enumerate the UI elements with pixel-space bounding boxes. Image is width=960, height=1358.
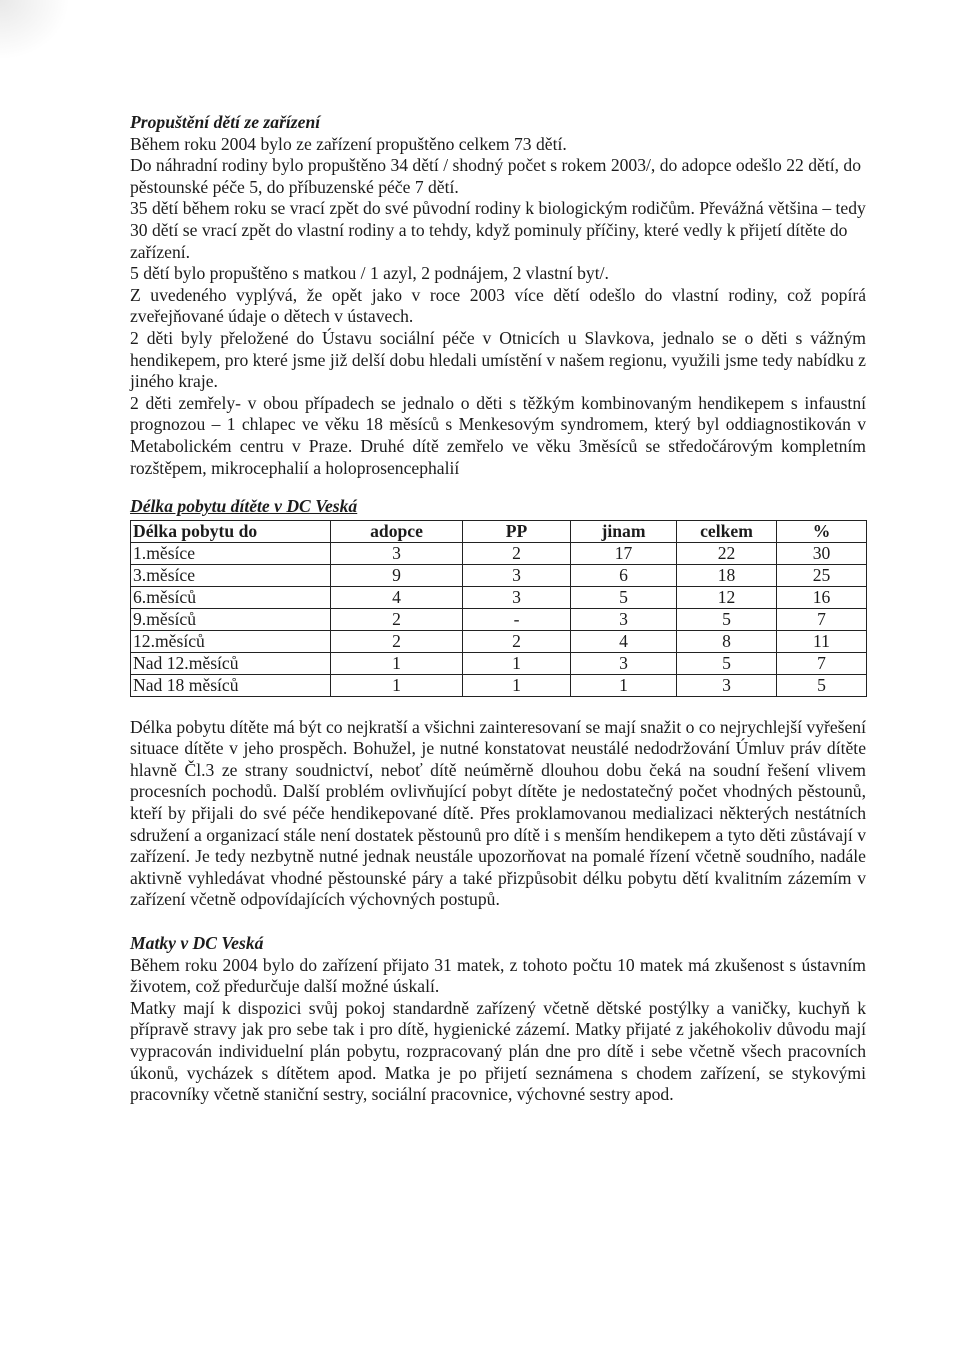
table-cell: 3 [571, 652, 677, 674]
table-cell: 5 [777, 674, 867, 696]
table-cell: 4 [571, 630, 677, 652]
table-cell: 6 [571, 564, 677, 586]
table-cell: 2 [463, 630, 571, 652]
paragraph-line: Během roku 2004 bylo ze zařízení propuštěno celkem 73 dětí. [130, 133, 567, 154]
section-release [130, 112, 866, 479]
table-cell: Nad 18 měsíců [131, 674, 331, 696]
table-row [131, 564, 867, 586]
paragraph-line: 2 děti zemřely- v obou případech se jednalo o děti s těžkým kombinovaným hendikepem s infaustní prognozou – 1 chlapec ve věku 18 měsíců s Menkesovým syndromem, který byl oddiagnostikován v Metabolickém centru v Praze. Druhé dítě zemřelo ve věku 3měsíců se středočárovým kompletním rozštěpem, mikrocephalií a holoprosencephalií [130, 392, 866, 478]
table-cell: 12 [677, 586, 777, 608]
stay-length-table [130, 520, 867, 697]
table-header-cell: celkem [677, 520, 777, 542]
table-cell: 1 [331, 674, 463, 696]
table-header-cell: jinam [571, 520, 677, 542]
table-cell: 16 [777, 586, 867, 608]
table-cell: 6.měsíců [131, 586, 331, 608]
table-wrapper [130, 520, 866, 697]
table-cell: 3 [677, 674, 777, 696]
document-page [130, 112, 866, 1106]
table-cell: 9 [331, 564, 463, 586]
scan-artifact [0, 0, 70, 60]
table-cell: 5 [571, 586, 677, 608]
table-cell: 3 [571, 608, 677, 630]
table-cell: 1 [331, 652, 463, 674]
table-header-row [131, 520, 867, 542]
table-cell: 18 [677, 564, 777, 586]
table-cell: 30 [777, 542, 867, 564]
table-row [131, 586, 867, 608]
paragraph-line: Do náhradní rodiny bylo propuštěno 34 dětí / shodný počet s rokem 2003/, do adopce odešlo 22 dětí, do pěstounské péče 5, do příbuzenské péče 7 dětí. [130, 155, 861, 197]
table-cell: 11 [777, 630, 867, 652]
paragraph-line: 5 dětí bylo propuštěno s matkou / 1 azyl, 2 podnájem, 2 vlastní byt/. [130, 263, 609, 284]
section-heading: Délka pobytu dítěte v DC Veská [130, 496, 358, 517]
table-cell: 8 [677, 630, 777, 652]
table-cell: 5 [677, 652, 777, 674]
table-cell: 3 [331, 542, 463, 564]
section-heading: Matky v DC Veská [130, 933, 264, 954]
paragraph: Délka pobytu dítěte má být co nejkratší a všichni zainteresovaní se mají snažit o co nejrychlejší vyřešení situace dítěte v jeho prospěch. Bohužel, je nutné konstatovat neustálé nedodržování Úmluv práv dítěte hlavně Čl.3 ze strany soudnictví, neboť dítě neúměrně dlouhou dobu čeká na soudní řešení vlivem procesních pochodů. Další problém ovlivňující pobyt dítěte je nedostatečný počet vhodných pěstounů, kteří by přijali do své péče hendikepované dítě. Přes proklamovanou medializaci některých nestátních sdružení a organizací stále není dostatek pěstounů pro dítě i s menším hendikepem a tyto děti zůstávají v zařízení. Je tedy nezbytně nutné jednak neustále upozorňovat na pomalé řízení včetně soudního, nadále aktivně vyhledávat vhodné pěstounské páry a také přizpůsobit délku pobytu dětí kvalitním zázemím v zařízení včetně odpovídajících výchovných postupů. [130, 716, 866, 910]
paragraph-line: 2 děti byly přeložené do Ústavu sociální péče v Otnicích u Slavkova, jednalo se o děti s vážným hendikepem, pro které jsme již delší dobu hledali umístění v našem regionu, využili jsme tedy nabídku z jiného kraje. [130, 327, 866, 392]
table-cell: 1 [463, 652, 571, 674]
table-cell: 7 [777, 652, 867, 674]
table-cell: 1 [463, 674, 571, 696]
table-cell: 2 [463, 542, 571, 564]
table-cell: 2 [331, 630, 463, 652]
paragraph-line: Z uvedeného vyplývá, že opět jako v roce 2003 více dětí odešlo do vlastní rodiny, což popírá zveřejňované údaje o dětech v ústavech. [130, 284, 866, 327]
table-cell: 3 [463, 586, 571, 608]
table-cell: 7 [777, 608, 867, 630]
table-cell: 3 [463, 564, 571, 586]
table-cell: 1 [571, 674, 677, 696]
paragraph-line: 35 dětí během roku se vrací zpět do své původní rodiny k biologickým rodičům. Převážná většina – tedy 30 dětí se vrací zpět do vlastní rodiny a to tehdy, když pominuly příčiny, které vedly k přijetí dítěte do zařízení. [130, 198, 866, 262]
table-cell: 4 [331, 586, 463, 608]
table-header-cell: PP [463, 520, 571, 542]
table-header-cell: % [777, 520, 867, 542]
table-cell: 5 [677, 608, 777, 630]
section-stay-length [130, 496, 866, 911]
table-cell: 9.měsíců [131, 608, 331, 630]
table-cell: - [463, 608, 571, 630]
table-row [131, 652, 867, 674]
table-row [131, 674, 867, 696]
paragraph-line: Během roku 2004 bylo do zařízení přijato 31 matek, z tohoto počtu 10 matek má zkušenost s ústavním životem, což předurčuje další možné úskalí. [130, 954, 866, 997]
table-cell: 22 [677, 542, 777, 564]
table-header-cell: adopce [331, 520, 463, 542]
table-cell: 1.měsíce [131, 542, 331, 564]
table-row [131, 630, 867, 652]
table-cell: 12.měsíců [131, 630, 331, 652]
table-cell: Nad 12.měsíců [131, 652, 331, 674]
table-row [131, 608, 867, 630]
paragraph-line: Matky mají k dispozici svůj pokoj standardně zařízený včetně dětské postýlky a vaničky, kuchyň k přípravě stravy jak pro sebe tak i pro dítě, hygienické zázemí. Matky přijaté z jakéhokoliv důvodu mají vypracován individuelní plán pobytu, rozpracovaný plán dne pro dítě i sebe včetně všech pracovních úkonů, vycházek s dítětem apod. Matka je po přijetí seznámena s chodem zařízení, se stykovými pracovníky včetně staniční sestry, sociální pracovnice, výchovné sestry apod. [130, 997, 866, 1105]
table-cell: 25 [777, 564, 867, 586]
table-cell: 17 [571, 542, 677, 564]
table-cell: 3.měsíce [131, 564, 331, 586]
section-heading: Propuštění dětí ze zařízení [130, 112, 321, 132]
table-cell: 2 [331, 608, 463, 630]
section-mothers [130, 933, 866, 1106]
table-header-cell: Délka pobytu do [131, 520, 331, 542]
table-row [131, 542, 867, 564]
